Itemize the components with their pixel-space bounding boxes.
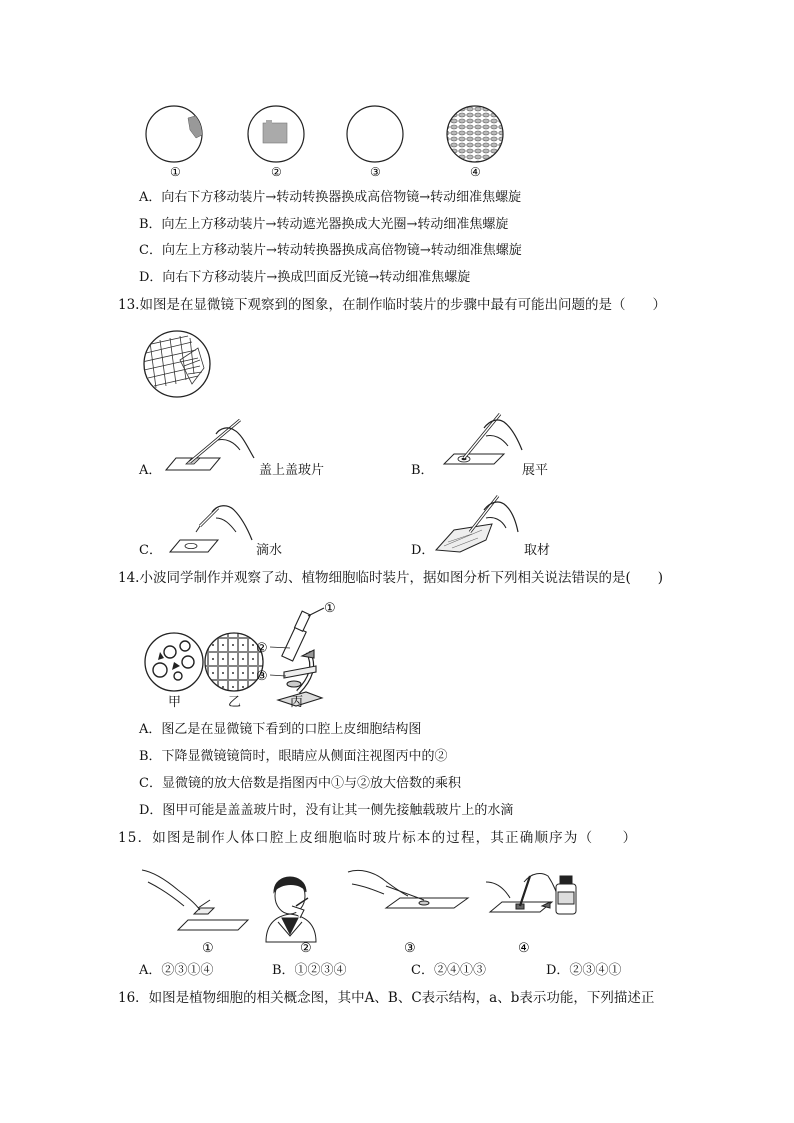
- figure-yi: [205, 633, 263, 691]
- marker-2: ②: [256, 641, 268, 656]
- q13-option-b-letter: B．: [411, 463, 434, 478]
- q12-option-a: A．向右下方移动装片→转动转换器换成高倍物镜→转动细准焦螺旋: [139, 190, 522, 205]
- q15-option-a: A．②③①④: [139, 963, 214, 978]
- q13-option-d-label: 取材: [524, 543, 551, 558]
- field-label-4: ④: [470, 165, 481, 179]
- marker-3: ③: [256, 669, 268, 684]
- q15-option-b: B．①②③④: [272, 963, 347, 978]
- step-1: [142, 870, 248, 930]
- q13-figure-d: [432, 490, 522, 560]
- step-2: [266, 877, 316, 942]
- q15-option-d: D．②③④①: [546, 963, 622, 978]
- field-1: [146, 106, 204, 162]
- q13-figure-c: [166, 498, 256, 558]
- step-4: [486, 874, 576, 914]
- q13-figure-a: [160, 412, 260, 474]
- q13-figure-b: [438, 406, 528, 472]
- q13-stem: 13.如图是在显微镜下观察到的图象，在制作临时装片的步骤中最有可能出问题的是（ ）: [118, 297, 666, 313]
- q14-option-b: B．下降显微镜镜筒时，眼睛应从侧面注视图丙中的②: [139, 749, 448, 764]
- step-label-4: ④: [518, 941, 530, 954]
- marker-1: ①: [324, 601, 336, 616]
- q15-steps-figure: [138, 862, 578, 954]
- q13-option-c-label: 滴水: [256, 543, 283, 558]
- q15-stem: 15．如图是制作人体口腔上皮细胞临时玻片标本的过程，其正确顺序为（ ）: [118, 830, 638, 846]
- q12-option-c: C．向左上方移动装片→转动转换器换成高倍物镜→转动细准焦螺旋: [139, 243, 522, 258]
- q12-option-d: D．向右下方移动装片→换成凹面反光镜→转动细准焦螺旋: [139, 270, 471, 285]
- field-label-2: ②: [271, 165, 282, 179]
- q14-label-yi: 乙: [228, 695, 242, 710]
- q13-option-d-letter: D．: [411, 543, 435, 558]
- figure-bing-microscope: [278, 608, 324, 706]
- field-label-1: ①: [170, 165, 181, 179]
- field-3: [347, 106, 403, 162]
- q14-stem: 14.小波同学制作并观察了动、植物细胞临时装片，据如图分析下列相关说法错误的是( ): [118, 570, 664, 586]
- step-label-3: ③: [404, 941, 416, 954]
- q14-label-bing: 丙: [290, 695, 304, 710]
- field-4: [447, 106, 503, 162]
- step-label-2: ②: [300, 941, 312, 954]
- q12-option-b: B．向左上方移动装片→转动遮光器换成大光圈→转动细准焦螺旋: [139, 217, 509, 232]
- q14-label-jia: 甲: [168, 695, 182, 710]
- q13-option-c-letter: C．: [139, 543, 162, 558]
- q14-option-a: A．图乙是在显微镜下看到的口腔上皮细胞结构图: [139, 722, 422, 737]
- q16-stem: 16．如图是植物细胞的相关概念图，其中A、B、C表示结构，a、b表示功能，下列描述正: [118, 990, 655, 1006]
- step-label-1: ①: [202, 941, 214, 954]
- q13-option-b-label: 展平: [522, 463, 549, 478]
- q14-figure: [138, 596, 348, 708]
- field-label-3: ③: [370, 165, 381, 179]
- q13-observed-image: [140, 330, 216, 400]
- q13-option-a-letter: A．: [139, 463, 162, 478]
- figure-jia: [145, 633, 203, 691]
- q14-option-c: C．显微镜的放大倍数是指图丙中①与②放大倍数的乘积: [139, 776, 461, 791]
- q13-option-a-label: 盖上盖玻片: [259, 463, 325, 478]
- q15-option-c: C．②④①③: [411, 963, 486, 978]
- q14-option-d: D．图甲可能是盖盖玻片时，没有让其一侧先接触载玻片上的水滴: [139, 803, 514, 818]
- field-2: [248, 106, 304, 162]
- step-3: [348, 870, 468, 908]
- q12-microscope-fields: [130, 100, 520, 180]
